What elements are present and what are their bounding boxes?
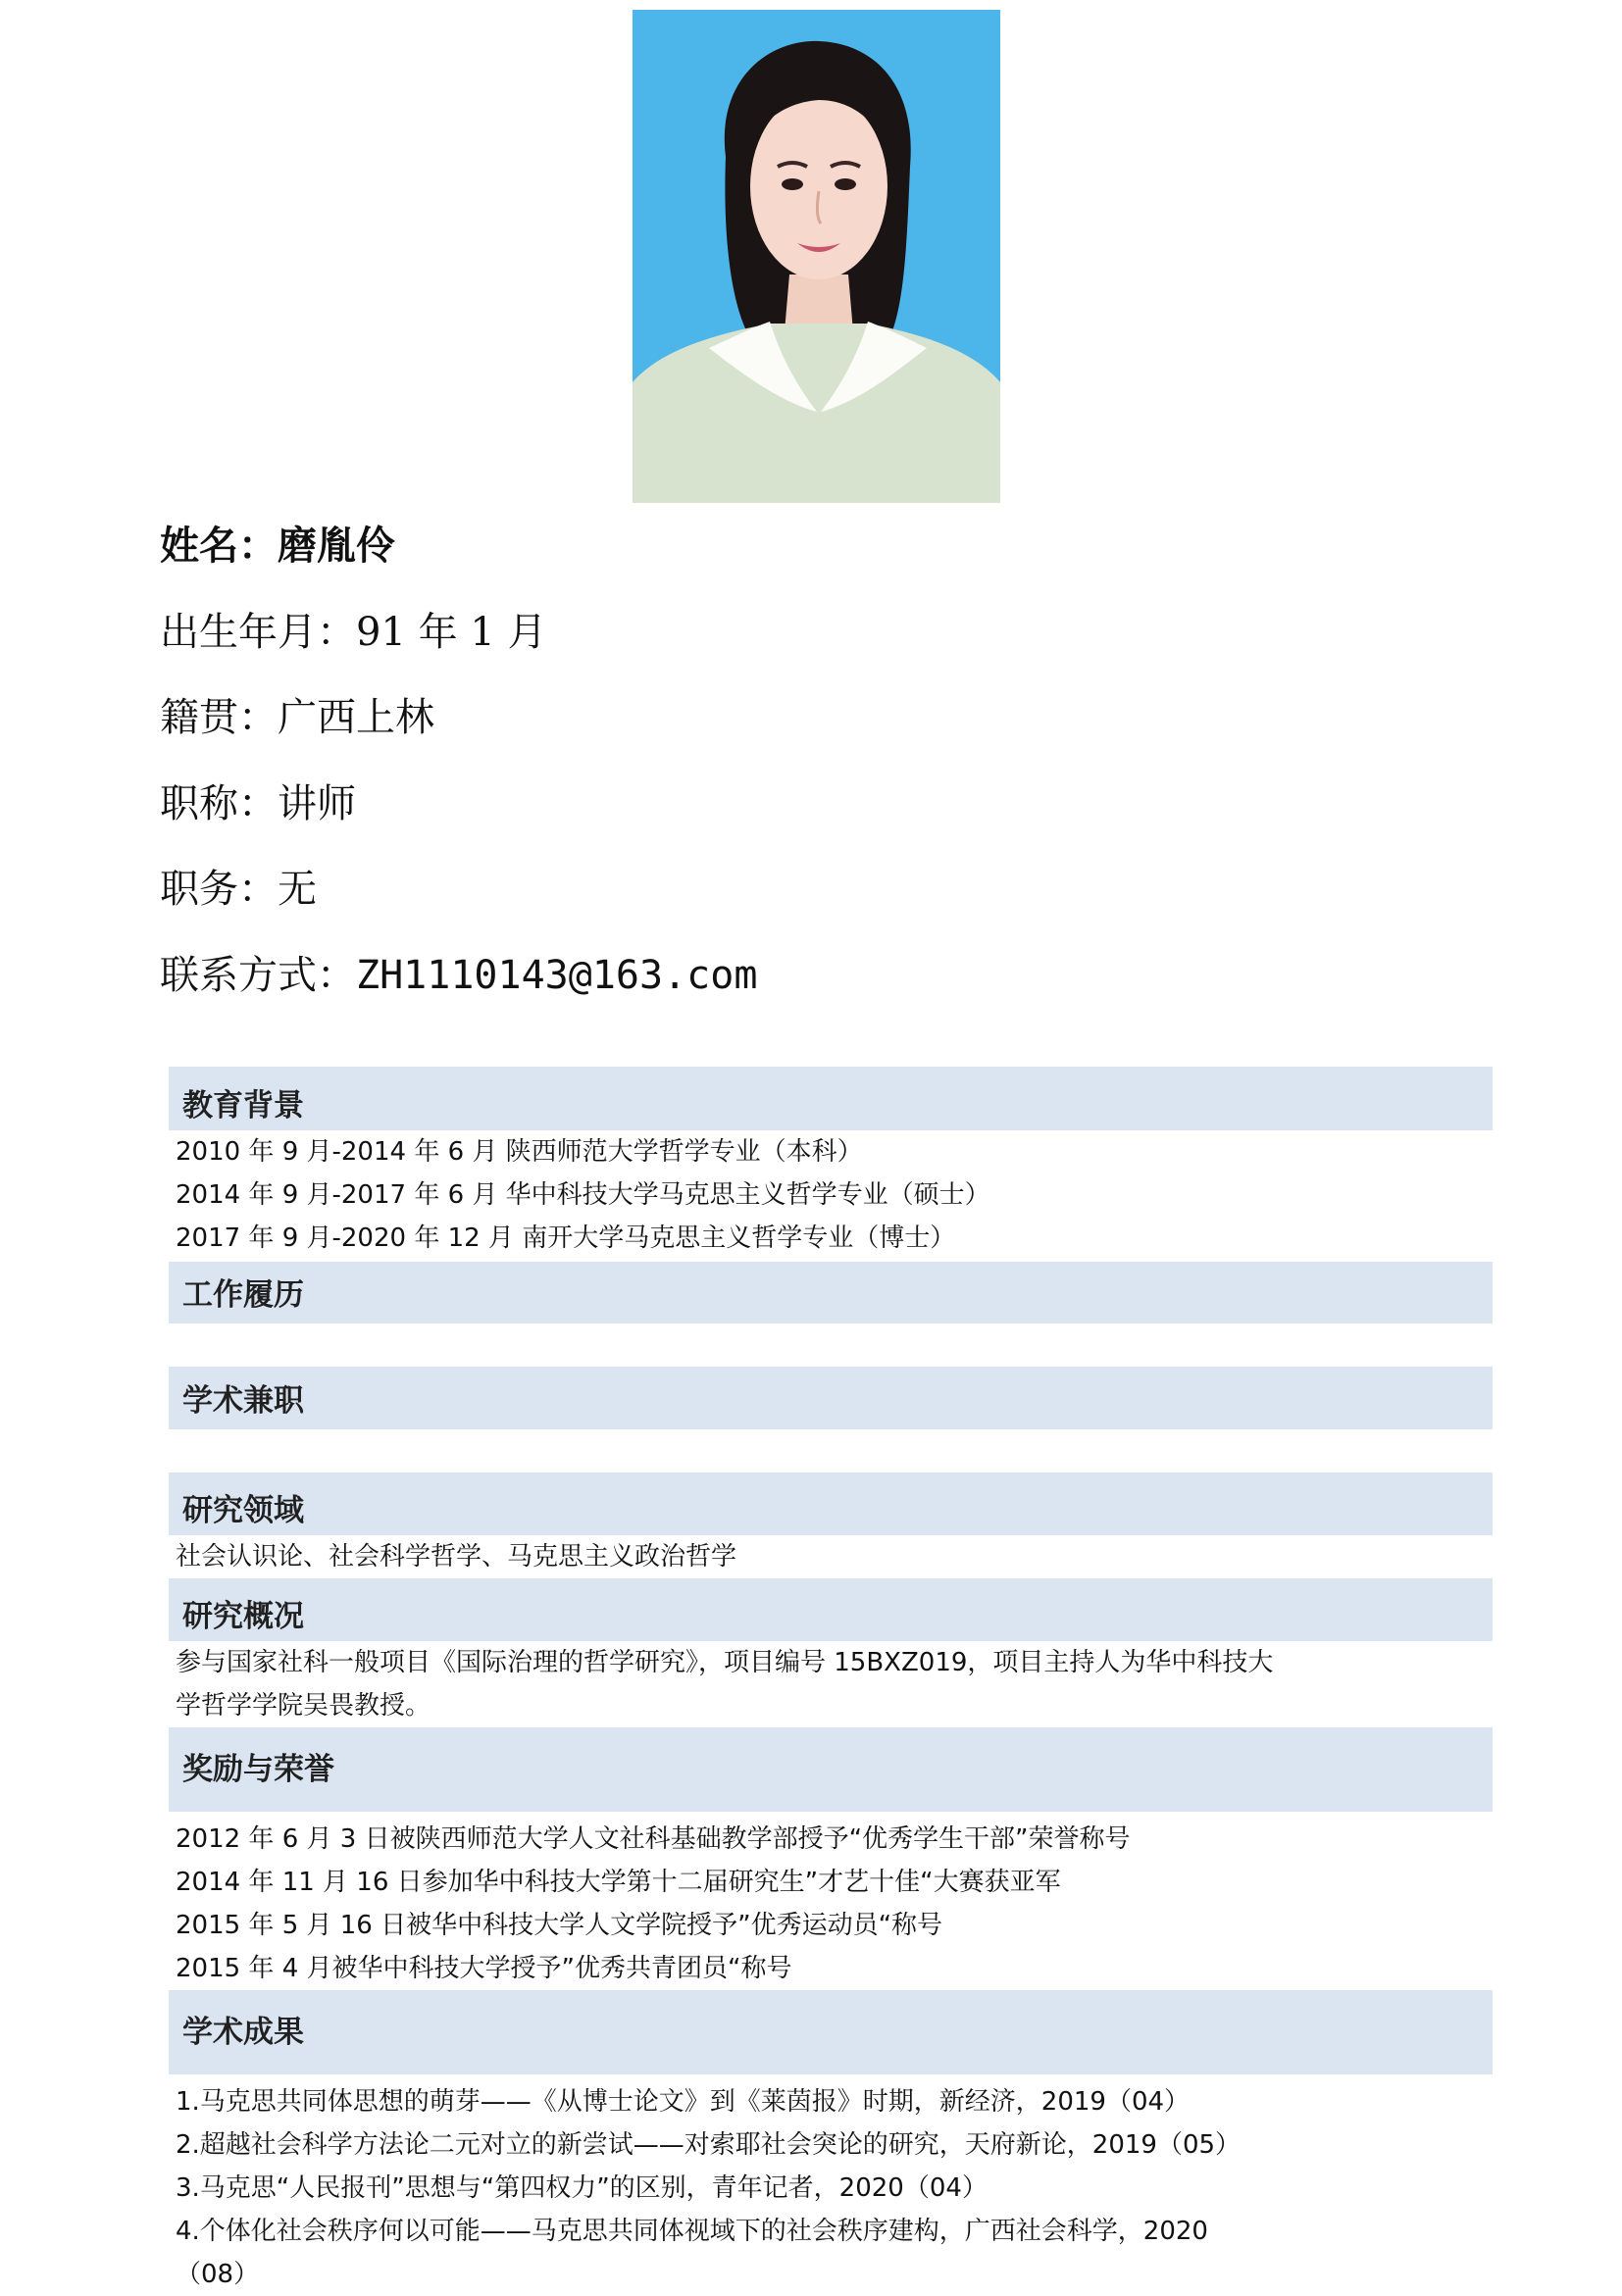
birth-label: 出生年月： <box>160 609 356 655</box>
section-header-work: 工作履历 <box>169 1262 1493 1323</box>
section-header-research-overview: 研究概况 <box>169 1578 1493 1641</box>
achievement-item: 1.马克思共同体思想的萌芽——《从博士论文》到《莱茵报》时期，新经济，2019（04） <box>176 2087 1191 2117</box>
awards-list <box>169 1812 1493 1990</box>
origin-line <box>160 696 757 739</box>
award-item: 2014 年 11 月 16 日参加华中科技大学第十二届研究生”才艺十佳“大赛获亚军 <box>176 1868 1061 1897</box>
title-label: 职称： <box>160 780 278 826</box>
award-item: 2015 年 4 月被华中科技大学授予”优秀共青团员“称号 <box>176 1954 792 1983</box>
portrait-illustration <box>633 10 1000 503</box>
achievement-item: 2.超越社会科学方法论二元对立的新尝试——对索耶社会突论的研究，天府新论，2019（05） <box>176 2130 1242 2160</box>
education-item: 2014 年 9 月-2017 年 6 月 华中科技大学马克思主义哲学专业（硕士） <box>176 1180 990 1210</box>
achievement-item: 4.个体化社会秩序何以可能——马克思共同体视域下的社会秩序建构，广西社会科学，2020 <box>176 2217 1208 2246</box>
profile-info <box>160 524 757 1039</box>
award-item: 2012 年 6 月 3 日被陕西师范大学人文社科基础教学部授予“优秀学生干部”荣誉称号 <box>176 1824 1131 1854</box>
academic-posts-empty-body <box>169 1429 1493 1472</box>
achievements-list <box>169 2074 1493 2296</box>
award-item: 2015 年 5 月 16 日被华中科技大学人文学院授予”优秀运动员“称号 <box>176 1911 943 1940</box>
research-field-item: 社会认识论、社会科学哲学、马克思主义政治哲学 <box>176 1542 737 1572</box>
position-line <box>160 868 757 911</box>
achievement-item: （08） <box>176 2260 260 2289</box>
contact-label: 联系方式： <box>160 952 356 998</box>
origin-value: 广西上林 <box>278 695 434 740</box>
name-line <box>160 524 757 568</box>
section-header-education: 教育背景 <box>169 1067 1493 1130</box>
achievement-item: 3.马克思“人民报刊”思想与“第四权力”的区别，青年记者，2020（04） <box>176 2173 988 2203</box>
contact-line <box>160 954 757 997</box>
birth-value: 91 年 1 月 <box>356 609 547 655</box>
section-header-achievements: 学术成果 <box>169 1990 1493 2074</box>
title-value: 讲师 <box>278 780 356 826</box>
section-header-academic-posts: 学术兼职 <box>169 1367 1493 1429</box>
education-item: 2017 年 9 月-2020 年 12 月 南开大学马克思主义哲学专业（博士） <box>176 1223 956 1253</box>
education-list <box>169 1130 1493 1260</box>
education-item: 2010 年 9 月-2014 年 6 月 陕西师范大学哲学专业（本科） <box>176 1137 863 1167</box>
research-overview-line: 学哲学学院吴畏教授。 <box>176 1691 431 1721</box>
position-value: 无 <box>278 867 317 912</box>
profile-photo <box>633 10 1000 503</box>
research-fields-list <box>169 1535 1493 1578</box>
research-overview-text <box>169 1641 1493 1727</box>
name-value: 磨胤伶 <box>278 523 395 569</box>
origin-label: 籍贯： <box>160 695 278 740</box>
research-overview-line: 参与国家社科一般项目《国际治理的哲学研究》，项目编号 15BXZ019，项目主持人为华中科技大 <box>176 1648 1274 1677</box>
name-label: 姓名： <box>160 523 278 569</box>
section-header-research-fields: 研究领域 <box>169 1472 1493 1535</box>
title-line <box>160 782 757 825</box>
resume-sections <box>169 1067 1493 2296</box>
contact-email: ZH1110143@163.com <box>356 952 758 998</box>
section-header-awards: 奖励与荣誉 <box>169 1727 1493 1812</box>
birth-line <box>160 611 757 654</box>
work-empty-body <box>169 1323 1493 1367</box>
position-label: 职务： <box>160 867 278 912</box>
